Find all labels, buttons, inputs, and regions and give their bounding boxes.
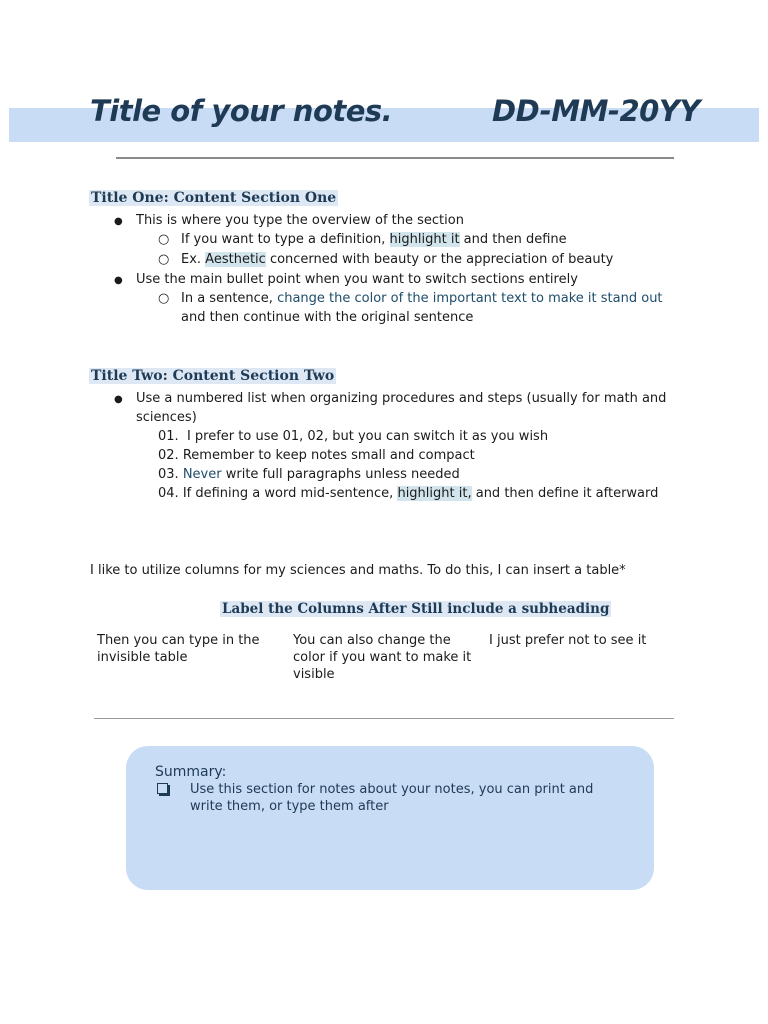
- sub-bullet-marker: ○: [158, 291, 170, 306]
- section-two-heading: Title Two: Content Section Two: [91, 368, 335, 384]
- sub-bullet-marker: ○: [158, 232, 170, 247]
- checkbox-icon: [157, 783, 168, 794]
- sub-bullet-text: In a sentence, change the color of the important text to make it stand out: [181, 291, 663, 306]
- sub-bullet-text: If you want to type a definition, highlight it and then define: [181, 232, 567, 247]
- bullet-marker: ●: [114, 394, 123, 405]
- colored-text: change the color of the important text to make it stand out: [277, 291, 663, 306]
- numbered-item: 03. Never write full paragraphs unless needed: [158, 467, 460, 482]
- colored-text: Never: [182, 467, 222, 482]
- divider: [116, 157, 674, 159]
- numbered-item: 02. Remember to keep notes small and compact: [158, 448, 475, 463]
- highlighted-term: highlight it: [389, 232, 460, 247]
- bullet-text-continued: sciences): [136, 410, 197, 425]
- table-cell-1: Then you can type in the invisible table: [97, 633, 260, 665]
- bullet-marker: ●: [114, 216, 123, 227]
- divider: [94, 718, 674, 719]
- columns-intro: I like to utilize columns for my sciences and maths. To do this, I can insert a table*: [90, 563, 626, 578]
- section-one-heading: Title One: Content Section One: [91, 190, 337, 206]
- bullet-text: Use a numbered list when organizing procedures and steps (usually for math and: [136, 391, 667, 406]
- bullet-marker: ●: [114, 275, 123, 286]
- bullet-text: Use the main bullet point when you want to switch sections entirely: [136, 272, 578, 287]
- sub-bullet-text: Ex. Aesthetic concerned with beauty or the appreciation of beauty: [181, 252, 614, 267]
- summary-title: Summary:: [155, 764, 227, 780]
- highlighted-term: Aesthetic: [205, 252, 266, 267]
- notes-title: Title of your notes.: [90, 94, 393, 128]
- table-cell-2: You can also change the color if you want to make it visible: [293, 633, 472, 682]
- item-number: 03.: [158, 467, 179, 482]
- sub-bullet-marker: ○: [158, 252, 170, 267]
- sub-bullet-text-continued: and then continue with the original sentence: [181, 310, 474, 325]
- bullet-text: This is where you type the overview of the section: [136, 213, 464, 228]
- table-subheading: Label the Columns After Still include a subheading: [222, 601, 610, 617]
- numbered-item: 01. I prefer to use 01, 02, but you can switch it as you wish: [158, 429, 549, 444]
- table-cell-3: I just prefer not to see it: [489, 633, 647, 648]
- highlighted-term: highlight it,: [397, 486, 472, 501]
- item-number: 01.: [158, 429, 179, 444]
- numbered-item: 04. If defining a word mid-sentence, highlight it, and then define it afterward: [158, 486, 659, 501]
- summary-text: Use this section for notes about your notes, you can print and write them, or type them after: [190, 782, 594, 814]
- notes-date: DD-MM-20YY: [492, 94, 700, 128]
- item-number: 04.: [158, 486, 179, 501]
- item-number: 02.: [158, 448, 179, 463]
